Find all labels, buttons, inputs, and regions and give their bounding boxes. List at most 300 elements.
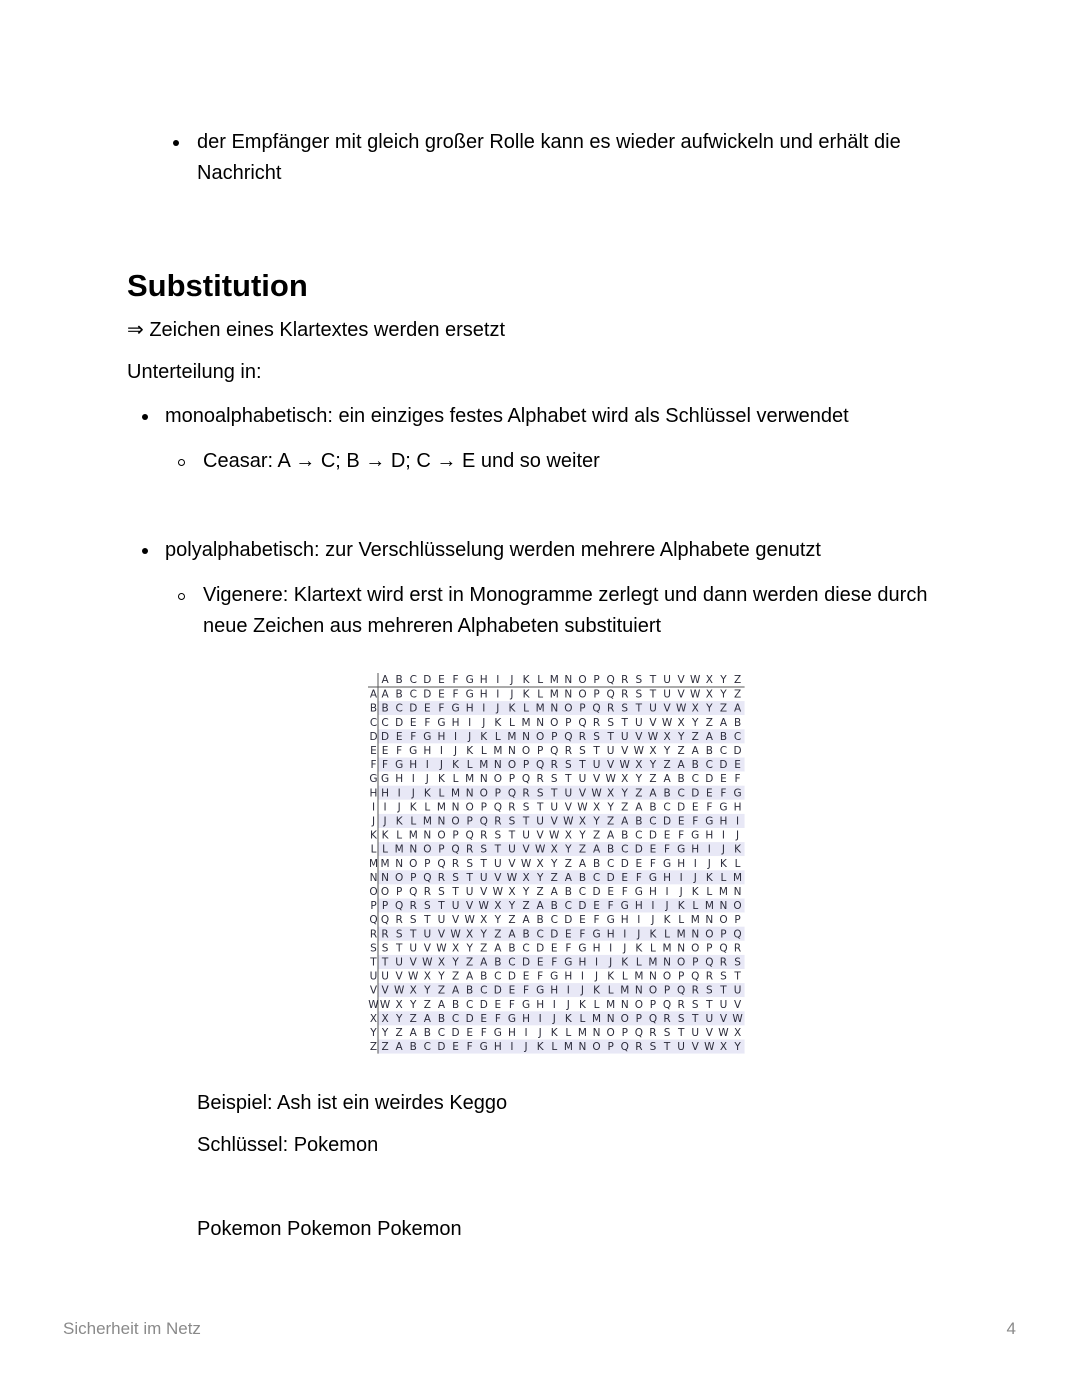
table-cell: T bbox=[621, 716, 628, 729]
table-cell: B bbox=[536, 914, 544, 927]
table-cell: Q bbox=[578, 716, 587, 729]
table-cell: B bbox=[677, 773, 685, 786]
table-cell: J bbox=[510, 688, 514, 701]
table-cell: Y bbox=[607, 801, 614, 814]
table-cell: B bbox=[508, 942, 516, 955]
table-cell: A bbox=[635, 801, 643, 814]
table-cell: V bbox=[466, 900, 474, 913]
poly-example: Vigenere: Klartext wird erst in Monogramme zerlegt und dann werden diese durch neue Zeichen aus mehreren Alphabeten substituiert bbox=[203, 584, 928, 637]
table-cell: L bbox=[664, 928, 670, 941]
example-repeated-key: Pokemon Pokemon Pokemon bbox=[197, 1218, 462, 1240]
table-header-cell: T bbox=[649, 674, 657, 686]
table-cell: W bbox=[647, 730, 659, 743]
table-cell: M bbox=[563, 1041, 573, 1054]
table-cell: G bbox=[620, 900, 629, 913]
table-cell: G bbox=[691, 829, 700, 842]
table-cell: Z bbox=[423, 998, 431, 1011]
table-cell: S bbox=[635, 688, 643, 701]
table-cell: U bbox=[451, 900, 460, 913]
table-cell: M bbox=[676, 928, 686, 941]
table-cell: Z bbox=[409, 1012, 417, 1025]
table-cell: M bbox=[451, 787, 461, 800]
vigenere-table bbox=[368, 673, 745, 1054]
table-cell: Q bbox=[719, 942, 728, 955]
table-cell: F bbox=[579, 928, 586, 941]
table-cell: A bbox=[705, 730, 713, 743]
table-cell: E bbox=[550, 942, 558, 955]
table-cell: A bbox=[522, 914, 530, 927]
table-cell: T bbox=[494, 843, 502, 856]
table-cell: N bbox=[677, 942, 686, 955]
table-cell: K bbox=[635, 942, 643, 955]
table-cell: A bbox=[451, 984, 460, 997]
table-cell: N bbox=[479, 773, 488, 786]
table-cell: U bbox=[494, 857, 502, 870]
table-cell: R bbox=[522, 787, 530, 800]
table-cell: Q bbox=[465, 829, 474, 842]
table-cell: S bbox=[522, 801, 530, 814]
table-cell: F bbox=[649, 857, 656, 870]
table-cell: U bbox=[465, 886, 474, 898]
table-cell: O bbox=[479, 787, 488, 800]
table-cell: L bbox=[480, 745, 487, 757]
table-cell: W bbox=[619, 759, 630, 772]
table-cell: P bbox=[720, 928, 727, 941]
example-plaintext: Beispiel: Ash ist ein weirdes Keggo bbox=[197, 1092, 508, 1114]
table-cell: F bbox=[452, 688, 459, 701]
table-cell: O bbox=[423, 843, 432, 856]
table-cell: M bbox=[507, 730, 517, 743]
table-cell: Y bbox=[706, 702, 713, 715]
table-header-cell: F bbox=[452, 674, 459, 686]
table-cell: Z bbox=[522, 900, 530, 913]
table-cell: W bbox=[704, 1041, 715, 1054]
table-cell: A bbox=[423, 1012, 431, 1025]
table-cell: Y bbox=[480, 928, 487, 941]
table-header-cell: S bbox=[635, 674, 643, 686]
table-cell: W bbox=[690, 688, 701, 701]
table-cell: R bbox=[564, 745, 572, 757]
table-cell: M bbox=[733, 871, 743, 884]
table-cell: A bbox=[649, 787, 657, 800]
table-cell: B bbox=[409, 1041, 417, 1054]
table-cell: G bbox=[662, 857, 672, 870]
table-cell: L bbox=[593, 998, 600, 1011]
table-cell: P bbox=[565, 716, 572, 729]
table-cell: U bbox=[635, 716, 643, 729]
table-cell: B bbox=[719, 730, 728, 743]
table-cell: C bbox=[691, 773, 699, 786]
table-cell: Q bbox=[493, 801, 502, 814]
table-cell: C bbox=[480, 984, 488, 997]
table-cell: B bbox=[550, 900, 558, 913]
table-cell: L bbox=[650, 942, 656, 955]
table-cell: O bbox=[733, 900, 742, 913]
table-cell: Q bbox=[380, 914, 390, 927]
table-cell: H bbox=[719, 815, 728, 828]
table-cell: Q bbox=[620, 1041, 629, 1054]
table-cell: R bbox=[705, 970, 713, 983]
table-cell: X bbox=[508, 886, 516, 898]
table-cell: A bbox=[733, 702, 742, 715]
table-cell: U bbox=[564, 787, 573, 800]
table-cell: B bbox=[522, 928, 530, 941]
table-row-header: E bbox=[370, 745, 377, 757]
table-row-header: I bbox=[371, 801, 376, 814]
table-cell: W bbox=[393, 984, 405, 997]
table-cell: E bbox=[593, 900, 600, 913]
table-cell: R bbox=[635, 1041, 643, 1054]
table-cell: H bbox=[705, 829, 714, 842]
table-cell: R bbox=[536, 773, 544, 786]
table-cell: S bbox=[677, 1012, 685, 1025]
table-cell: V bbox=[381, 984, 389, 997]
table-cell: F bbox=[621, 886, 628, 898]
table-cell: D bbox=[423, 688, 432, 701]
table-cell: U bbox=[649, 702, 657, 715]
table-cell: U bbox=[409, 942, 418, 955]
table-cell: A bbox=[381, 688, 389, 701]
table-cell: K bbox=[438, 773, 445, 786]
table-row-header: Y bbox=[370, 1027, 377, 1039]
table-cell: L bbox=[438, 787, 445, 800]
mono-example: Ceasar: A → C; B → D; C → E und so weiter bbox=[203, 450, 600, 472]
table-cell: Z bbox=[451, 970, 460, 983]
table-cell: E bbox=[381, 745, 389, 757]
table-cell: E bbox=[536, 956, 544, 969]
table-cell: K bbox=[607, 970, 615, 983]
table-cell: B bbox=[578, 871, 587, 884]
table-cell: Q bbox=[677, 984, 686, 997]
table-cell: L bbox=[607, 984, 614, 997]
table-cell: W bbox=[408, 970, 419, 983]
table-cell: U bbox=[691, 1027, 700, 1039]
table-cell: R bbox=[733, 942, 742, 955]
table-cell: N bbox=[522, 730, 530, 743]
table-cell: S bbox=[381, 942, 389, 955]
table-cell: B bbox=[733, 716, 742, 729]
table-cell: E bbox=[480, 1012, 488, 1025]
table-cell: X bbox=[564, 829, 572, 842]
table-cell: U bbox=[719, 998, 728, 1011]
table-cell: F bbox=[494, 1012, 501, 1025]
table-header-cell: G bbox=[465, 674, 474, 686]
table-row-header: L bbox=[370, 843, 377, 856]
table-cell: W bbox=[422, 956, 433, 969]
table-cell: J bbox=[580, 984, 585, 997]
table-cell: U bbox=[663, 688, 671, 701]
table-cell: C bbox=[649, 815, 657, 828]
table-cell: U bbox=[508, 843, 516, 856]
table-cell: S bbox=[480, 843, 488, 856]
table-cell: W bbox=[605, 773, 616, 786]
table-cell: Z bbox=[578, 843, 587, 856]
table-cell: R bbox=[395, 914, 403, 927]
table-cell: V bbox=[437, 928, 446, 941]
table-cell: D bbox=[493, 984, 502, 997]
table-cell: G bbox=[705, 815, 714, 828]
table-cell: G bbox=[409, 745, 418, 757]
table-cell: R bbox=[719, 956, 728, 969]
table-cell: O bbox=[719, 914, 728, 927]
table-cell: D bbox=[663, 815, 672, 828]
table-cell: B bbox=[451, 998, 460, 1011]
table-cell: V bbox=[536, 829, 544, 842]
table-cell: M bbox=[521, 716, 531, 729]
table-cell: D bbox=[719, 759, 728, 772]
table-cell: U bbox=[522, 829, 530, 842]
table-cell: T bbox=[649, 688, 657, 701]
table-cell: Q bbox=[564, 730, 573, 743]
table-cell: Z bbox=[466, 956, 474, 969]
table-cell: T bbox=[424, 914, 431, 927]
table-cell: E bbox=[409, 716, 417, 729]
table-cell: M bbox=[422, 815, 432, 828]
table-cell: O bbox=[380, 886, 390, 898]
table-header-cell: D bbox=[423, 674, 432, 686]
table-row-bg bbox=[378, 927, 745, 941]
table-cell: C bbox=[395, 702, 403, 715]
table-cell: Q bbox=[634, 1027, 643, 1039]
table-cell: K bbox=[621, 956, 629, 969]
table-cell: Q bbox=[606, 688, 615, 701]
table-row-bg bbox=[378, 772, 745, 786]
table-cell: H bbox=[620, 914, 629, 927]
table-cell: H bbox=[381, 787, 390, 800]
table-cell: V bbox=[705, 1027, 713, 1039]
table-cell: G bbox=[493, 1027, 502, 1039]
table-cell: P bbox=[677, 970, 685, 983]
table-cell: A bbox=[395, 1041, 403, 1054]
table-cell: Q bbox=[479, 815, 488, 828]
table-cell: I bbox=[623, 928, 627, 941]
table-cell: C bbox=[677, 787, 685, 800]
table-cell: X bbox=[691, 702, 699, 715]
table-cell: R bbox=[437, 871, 446, 884]
table-row-header: U bbox=[369, 970, 378, 983]
table-cell: D bbox=[479, 998, 488, 1011]
table-header-cell: W bbox=[690, 674, 701, 686]
table-cell: A bbox=[466, 970, 474, 983]
table-cell: X bbox=[494, 900, 502, 913]
table-cell: W bbox=[379, 998, 391, 1011]
bullet-dot bbox=[142, 414, 148, 420]
table-row-header: B bbox=[369, 702, 378, 715]
table-cell: G bbox=[677, 843, 686, 856]
table-cell: R bbox=[409, 900, 417, 913]
table-cell: A bbox=[437, 998, 446, 1011]
table-cell: W bbox=[478, 900, 489, 913]
table-cell: Y bbox=[663, 745, 671, 757]
table-cell: F bbox=[424, 716, 431, 729]
table-cell: I bbox=[594, 956, 599, 969]
table-cell: J bbox=[566, 998, 570, 1011]
table-cell: F bbox=[396, 745, 403, 757]
table-cell: H bbox=[663, 871, 672, 884]
table-cell: I bbox=[735, 815, 740, 828]
table-cell: N bbox=[423, 829, 432, 842]
table-cell: T bbox=[395, 942, 403, 955]
table-cell: Q bbox=[395, 900, 404, 913]
table-row-header: O bbox=[369, 886, 378, 898]
table-row-header: R bbox=[369, 928, 378, 941]
table-cell: R bbox=[494, 815, 502, 828]
table-cell: H bbox=[564, 970, 573, 983]
table-cell: K bbox=[649, 928, 657, 941]
table-cell: J bbox=[651, 914, 655, 927]
section-title: Substitution bbox=[127, 268, 308, 303]
table-cell: M bbox=[380, 857, 390, 870]
table-cell: F bbox=[664, 843, 671, 856]
table-cell: O bbox=[677, 956, 686, 969]
table-cell: X bbox=[621, 773, 629, 786]
table-cell: Y bbox=[536, 871, 544, 884]
table-cell: Y bbox=[579, 829, 586, 842]
table-cell: Q bbox=[592, 702, 601, 715]
table-cell: U bbox=[437, 914, 446, 927]
table-cell: B bbox=[649, 801, 657, 814]
table-cell: P bbox=[635, 1012, 643, 1025]
table-cell: R bbox=[649, 1027, 657, 1039]
table-cell: P bbox=[494, 787, 502, 800]
table-row-bg bbox=[378, 729, 745, 743]
table-cell: I bbox=[411, 773, 415, 786]
table-cell: P bbox=[607, 1041, 614, 1054]
table-cell: G bbox=[648, 871, 658, 884]
table-cell: U bbox=[395, 956, 403, 969]
bullet-ring bbox=[178, 459, 185, 466]
table-cell: P bbox=[663, 984, 671, 997]
poly-label: polyalphabetisch: zur Verschlüsselung werden mehrere Alphabete genutzt bbox=[165, 539, 821, 561]
table-cell: Y bbox=[551, 857, 558, 870]
table-cell: B bbox=[564, 886, 572, 898]
table-cell: N bbox=[451, 801, 460, 814]
table-cell: M bbox=[436, 801, 446, 814]
table-cell: Y bbox=[635, 773, 643, 786]
table-cell: K bbox=[550, 1027, 558, 1039]
table-cell: F bbox=[537, 970, 544, 983]
table-header-cell: X bbox=[705, 674, 713, 686]
table-cell: U bbox=[733, 984, 742, 997]
table-cell: V bbox=[578, 787, 587, 800]
table-cell: R bbox=[466, 843, 474, 856]
table-header-cell: J bbox=[510, 674, 514, 686]
table-cell: E bbox=[691, 801, 699, 814]
table-cell: N bbox=[409, 843, 418, 856]
table-cell: Q bbox=[437, 857, 446, 870]
table-cell: N bbox=[705, 914, 714, 927]
table-header-cell: B bbox=[395, 674, 403, 686]
table-cell: N bbox=[508, 745, 516, 757]
table-cell: M bbox=[690, 914, 700, 927]
table-cell: Q bbox=[536, 759, 545, 772]
table-header-cell: M bbox=[549, 674, 559, 686]
table-cell: U bbox=[606, 745, 615, 757]
table-cell: W bbox=[492, 886, 504, 898]
table-cell: N bbox=[550, 702, 559, 715]
table-row-bg bbox=[378, 913, 745, 927]
section-definition: ⇒ Zeichen eines Klartextes werden ersetzt bbox=[127, 319, 506, 341]
table-cell: W bbox=[577, 801, 588, 814]
table-cell: M bbox=[718, 886, 728, 898]
table-cell: V bbox=[494, 871, 502, 884]
table-cell: Z bbox=[381, 1041, 389, 1054]
table-cell: Y bbox=[720, 688, 727, 701]
table-cell: E bbox=[607, 886, 614, 898]
table-cell: O bbox=[395, 871, 404, 884]
table-cell: N bbox=[733, 886, 742, 898]
table-cell: U bbox=[677, 1041, 685, 1054]
table-cell: J bbox=[468, 730, 472, 743]
table-cell: Z bbox=[705, 716, 713, 729]
table-cell: K bbox=[593, 984, 600, 997]
table-cell: J bbox=[665, 900, 669, 913]
table-cell: K bbox=[663, 914, 671, 927]
table-row-header: A bbox=[369, 688, 378, 701]
table-cell: P bbox=[734, 914, 741, 927]
table-row-bg bbox=[378, 1011, 745, 1025]
table-cell: V bbox=[409, 956, 417, 969]
table-cell: J bbox=[397, 801, 401, 814]
table-cell: Z bbox=[663, 759, 671, 772]
table-cell: X bbox=[607, 787, 615, 800]
table-cell: F bbox=[678, 829, 685, 842]
table-header-cell: N bbox=[564, 674, 573, 686]
table-cell: X bbox=[437, 956, 446, 969]
table-cell: S bbox=[424, 900, 431, 913]
table-cell: V bbox=[719, 1012, 728, 1025]
table-cell: N bbox=[493, 759, 502, 772]
table-cell: L bbox=[424, 801, 431, 814]
table-cell: H bbox=[606, 928, 615, 941]
table-cell: F bbox=[508, 998, 515, 1011]
table-cell: T bbox=[734, 970, 741, 983]
table-cell: H bbox=[578, 956, 587, 969]
table-cell: S bbox=[438, 886, 445, 898]
table-cell: K bbox=[423, 787, 431, 800]
table-cell: T bbox=[522, 815, 530, 828]
table-cell: X bbox=[395, 998, 403, 1011]
table-cell: S bbox=[395, 928, 403, 941]
table-cell: W bbox=[534, 843, 546, 856]
table-cell: C bbox=[508, 956, 516, 969]
table-cell: I bbox=[524, 1027, 528, 1039]
table-cell: U bbox=[578, 773, 587, 786]
table-cell: H bbox=[451, 716, 460, 729]
table-cell: O bbox=[662, 970, 672, 983]
table-cell: V bbox=[423, 942, 431, 955]
table-cell: R bbox=[451, 857, 460, 870]
table-cell: Z bbox=[719, 702, 728, 715]
table-cell: K bbox=[564, 1012, 572, 1025]
table-cell: K bbox=[536, 1041, 544, 1054]
table-cell: V bbox=[691, 1041, 699, 1054]
table-cell: V bbox=[663, 702, 671, 715]
table-cell: X bbox=[649, 745, 657, 757]
table-cell: B bbox=[663, 787, 671, 800]
table-cell: M bbox=[549, 688, 559, 701]
table-cell: P bbox=[438, 843, 445, 856]
table-cell: C bbox=[522, 942, 530, 955]
table-cell: G bbox=[550, 970, 559, 983]
table-row-bg bbox=[378, 955, 745, 969]
table-cell: X bbox=[550, 843, 558, 856]
table-cell: T bbox=[410, 928, 417, 941]
table-row-header: N bbox=[369, 871, 378, 884]
table-cell: P bbox=[649, 998, 657, 1011]
section-subdivision: Unterteilung in: bbox=[127, 361, 262, 383]
table-row-header: S bbox=[370, 942, 377, 955]
